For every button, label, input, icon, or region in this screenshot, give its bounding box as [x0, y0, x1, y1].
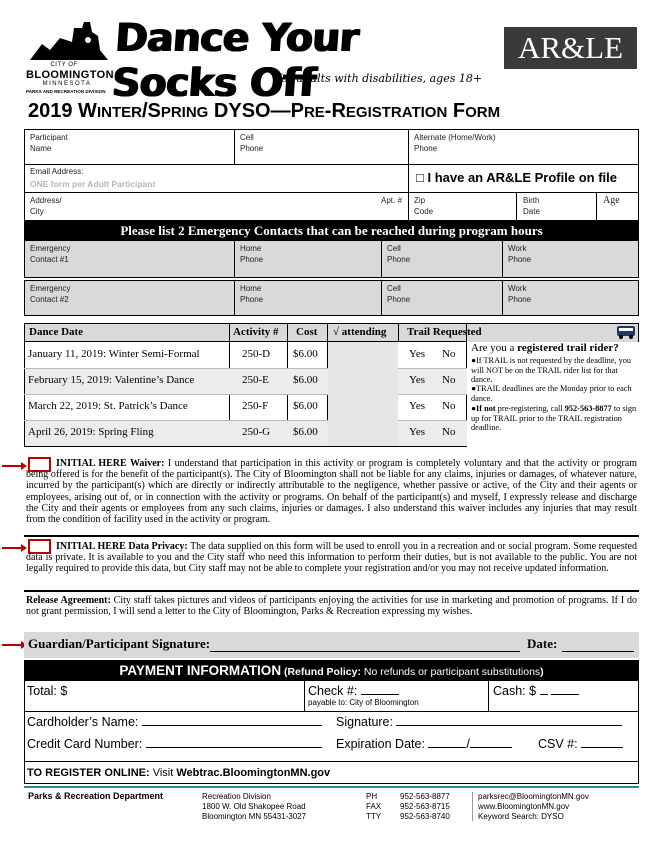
footer-address-1: 1800 W. Old Shakopee Road: [202, 802, 306, 811]
dance-date: March 22, 2019: St. Patrick’s Dance: [28, 400, 188, 412]
footer-ph-label: PH: [366, 792, 378, 801]
trail-yes-option[interactable]: Yes: [409, 426, 426, 438]
register-online: TO REGISTER ONLINE: Visit Webtrac.BloomingtonMN.gov: [27, 767, 331, 779]
address-field[interactable]: Address/ City Apt. #: [24, 192, 409, 221]
activity-number: 250-G: [242, 426, 271, 438]
emergency-contact-2-work[interactable]: Work Phone: [502, 280, 639, 316]
release-paragraph: Release Agreement: City staff takes pictures and videos of participants enjoying the activities for use in marketing and promotion of programs. If I do not grant permission, I will send a letter to the City of Bloomington, Parks & Recreation expressing my wishes.: [26, 595, 637, 618]
dance-date: January 11, 2019: Winter Semi-Formal: [28, 348, 200, 360]
check-payable-note: payable to: City of Bloomington: [308, 698, 419, 707]
waiver-paragraph: INITIAL HERE Waiver: I understand that participation in this activity or program is completely voluntary and that the activity or program being offered is for the benefit of the participant(s). The City of Bloomington shall not be liable for any claims, injuries or damages, of whatever nature, incurred by the participant(s) which are directly or indirectly attributable to the negligence, whether passive or active, of the City and their agents or employees, arising out of, or in connection with the activity or programs. On behalf of the participant(s) and myself, I expressly release and discharge the City and their agents or employees from any such claims, injuries or damages. I also understand this waiver includes any injuries that may result from the condition of facility used in the activity or program.: [26, 458, 637, 526]
profile-checkbox[interactable]: □: [416, 170, 424, 185]
trail-question: Are you a registered trail rider?: [471, 342, 619, 354]
footer-website-link[interactable]: www.BloomingtonMN.gov: [478, 802, 570, 811]
bus-icon: [616, 324, 636, 340]
csv-field[interactable]: CSV #:: [538, 737, 623, 751]
activity-number: 250-E: [242, 374, 269, 386]
apt-label: Apt. #: [381, 196, 402, 205]
expiration-date-field[interactable]: Expiration Date: /: [336, 737, 512, 751]
col-dance-date: Dance Date: [29, 326, 84, 338]
col-cost: Cost: [296, 326, 318, 338]
arle-logo: AR&LE: [504, 27, 637, 69]
trail-yes-option[interactable]: Yes: [409, 374, 426, 386]
emergency-contact-1-cell[interactable]: Cell Phone: [381, 240, 503, 278]
emergency-contact-1-home[interactable]: Home Phone: [234, 240, 382, 278]
footer-email-link[interactable]: parksrec@BloomingtonMN.gov: [478, 792, 589, 801]
logo-city-name: BLOOMINGTON: [26, 69, 114, 81]
logo-state: MINNESOTA: [42, 81, 92, 87]
trail-no-option[interactable]: No: [442, 400, 456, 412]
footer-fax: 952-563-8715: [400, 802, 450, 811]
footer-tty-label: TTY: [366, 812, 382, 821]
trail-note-deadline: ●If TRAIL is not requested by the deadline, you will NOT be on the TRAIL rider list for that dance.: [471, 356, 632, 384]
participant-name-field[interactable]: Participant Name: [24, 129, 235, 165]
col-attending: √ attending: [333, 326, 387, 338]
emergency-contact-2-name[interactable]: Emergency Contact #2: [24, 280, 235, 316]
privacy-paragraph: INITIAL HERE Data Privacy: The data supplied on this form will be used to enroll you in a recreation and or social program. Some requested data is private. It is available to you and the City staff who need this information to perform their duties, but is not available to the public. You are not legally required to provide this data, but City staff may not be able to complete your registration and/or you may not receive updated information.: [26, 541, 637, 575]
dance-date: April 26, 2019: Spring Fling: [28, 426, 154, 438]
arle-profile-option[interactable]: [408, 164, 639, 193]
col-activity: Activity #: [233, 326, 279, 338]
register-online-link[interactable]: Webtrac.BloomingtonMN.gov: [176, 767, 331, 779]
zip-field[interactable]: Zip Code: [408, 192, 517, 221]
emergency-contact-2-cell[interactable]: Cell Phone: [381, 280, 503, 316]
arrow-icon: [2, 465, 22, 467]
payment-banner: PAYMENT INFORMATION (Refund Policy: No refunds or participant substitutions): [24, 660, 639, 681]
trail-no-option[interactable]: No: [442, 426, 456, 438]
activity-number: 250-F: [242, 400, 269, 412]
participant-cell-field[interactable]: Cell Phone: [234, 129, 409, 165]
guardian-signature-line[interactable]: [210, 651, 520, 652]
trail-note-call: ●If not pre-registering, call 952-563-8877 to sign up for TRAIL prior to the TRAIL registration deadline.: [471, 404, 637, 432]
footer-department: Parks & Recreation Department: [28, 791, 164, 801]
logo-city-of: CITY OF: [50, 62, 78, 68]
form-title: 2019 WINTER/SPRING DYSO—PRE-REGISTRATION FORM: [28, 100, 501, 122]
cash-field[interactable]: Cash: $: [493, 684, 579, 698]
birth-date-field[interactable]: Birth Date: [516, 192, 597, 221]
participant-alt-phone-field[interactable]: Alternate (Home/Work) Phone: [408, 129, 639, 165]
trail-yes-option[interactable]: Yes: [409, 348, 426, 360]
dance-date: February 15, 2019: Valentine’s Dance: [28, 374, 195, 386]
trail-no-option[interactable]: No: [442, 374, 456, 386]
email-hint: ONE form per Adult Participant: [30, 179, 156, 189]
city-skyline-icon: [30, 20, 110, 64]
age-field[interactable]: Age: [596, 192, 639, 221]
footer-keyword: Keyword Search: DYSO: [478, 812, 564, 821]
cardholder-name-field[interactable]: Cardholder’s Name:: [27, 715, 322, 729]
event-subtitle: for adults with disabilities, ages 18+: [277, 72, 483, 85]
check-field[interactable]: Check #:: [308, 684, 399, 698]
attending-column[interactable]: [328, 342, 398, 446]
activity-number: 250-D: [242, 348, 271, 360]
footer-tty: 952-563-8740: [400, 812, 450, 821]
dance-cost: $6.00: [293, 374, 318, 386]
footer-phone: 952-563-8877: [400, 792, 450, 801]
dance-cost: $6.00: [293, 348, 318, 360]
card-number-field[interactable]: Credit Card Number:: [27, 737, 322, 751]
email-field[interactable]: Email Address: ONE form per Adult Participant: [24, 164, 409, 193]
footer-rule: [24, 786, 639, 788]
dance-cost: $6.00: [293, 400, 318, 412]
arrow-icon: [2, 644, 22, 646]
emergency-contact-1-name[interactable]: Emergency Contact #1: [24, 240, 235, 278]
logo-department: PARKS AND RECREATION DIVISION: [26, 89, 106, 94]
footer-address-2: Bloomington MN 55431-3027: [202, 812, 307, 821]
footer-fax-label: FAX: [366, 802, 382, 811]
trail-no-option[interactable]: No: [442, 348, 456, 360]
profile-checkbox-label: I have an AR&LE Profile on file: [427, 170, 617, 185]
col-trail-requested: Trail Requested: [407, 326, 482, 338]
total-label: Total: $: [27, 684, 68, 698]
trail-yes-option[interactable]: Yes: [409, 400, 426, 412]
signature-date-line[interactable]: [562, 651, 634, 652]
event-title: Dance Your Socks Off: [110, 16, 361, 106]
arrow-icon: [2, 547, 22, 549]
emergency-contact-2-home[interactable]: Home Phone: [234, 280, 382, 316]
trail-note-monday: ●TRAIL deadlines are the Monday prior to each dance.: [471, 384, 632, 403]
signature-date-label: Date:: [527, 636, 558, 651]
card-signature-field[interactable]: Signature:: [336, 715, 622, 729]
dance-cost: $6.00: [293, 426, 318, 438]
emergency-contact-1-work[interactable]: Work Phone: [502, 240, 639, 278]
footer-division: Recreation Division: [202, 792, 271, 801]
guardian-signature-label: Guardian/Participant Signature:: [28, 636, 211, 651]
emergency-banner: Please list 2 Emergency Contacts that can be reached during program hours: [24, 221, 639, 241]
city-logo: [26, 20, 116, 94]
